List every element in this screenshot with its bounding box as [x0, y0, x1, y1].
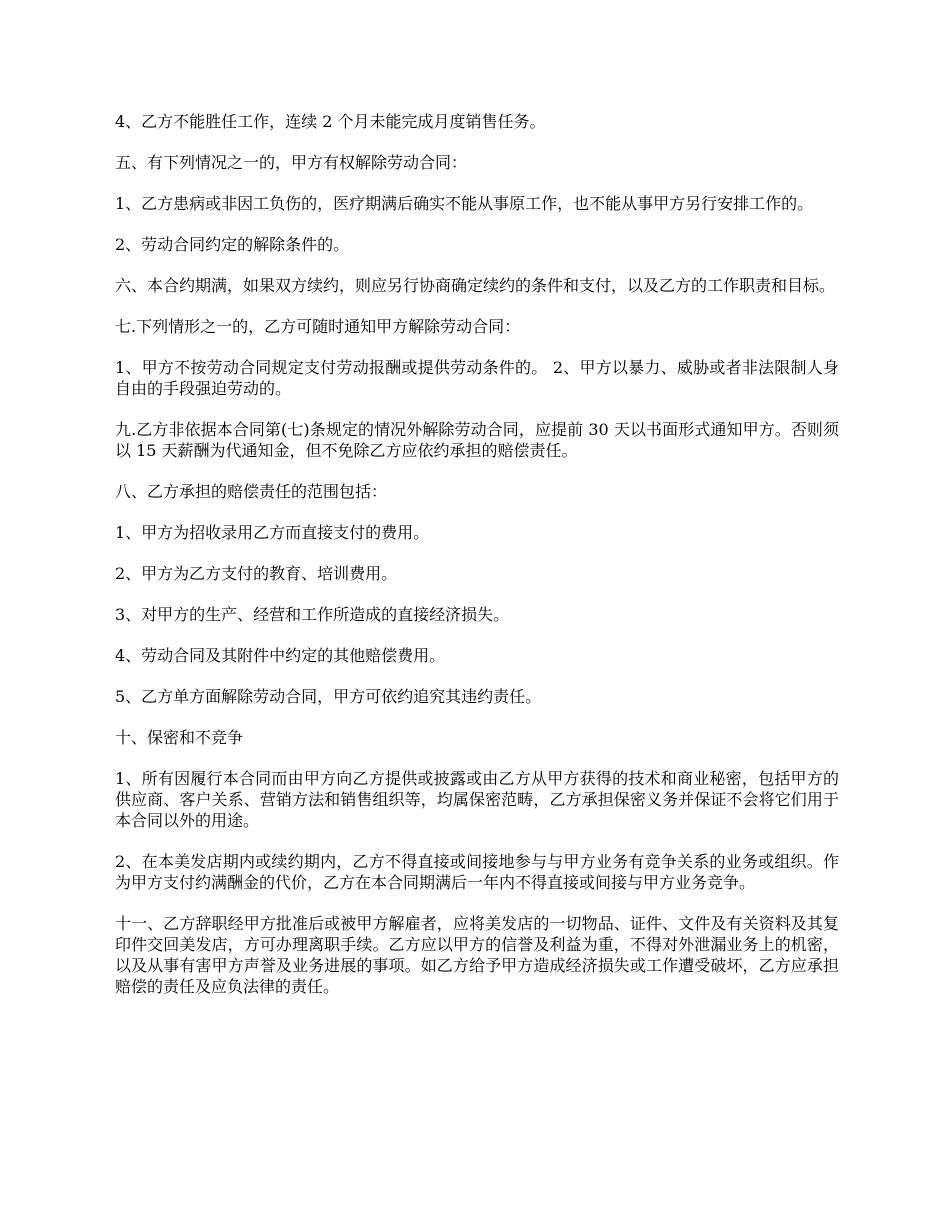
clause-4-incompetence: 4、乙方不能胜任工作，连续 2 个月未能完成月度销售任务。	[115, 112, 546, 131]
clause-10-1-confidentiality: 1、所有因履行本合同而由甲方向乙方提供或披露或由乙方从甲方获得的技术和商业秘密，包括甲方的供应商、客户关系、营销方法和销售组织等，均属保密范畴，乙方承担保密义务并保证不会将它们用于本合同以外的用途。	[115, 769, 839, 830]
clause-10-2-non-compete: 2、在本美发店期内或续约期内，乙方不得直接或间接地参与与甲方业务有竞争关系的业务或组织。作为甲方支付约满酬金的代价，乙方在本合同期满后一年内不得直接或间接与甲方业务竞争。	[115, 852, 839, 892]
section-9-notice: 九.乙方非依据本合同第(七)条规定的情况外解除劳动合同，应提前 30 天以书面形式通知甲方。否则须以 15 天薪酬为代通知金，但不免除乙方应依约承担的赔偿责任。	[115, 420, 839, 460]
section-7-heading: 七.下列情形之一的，乙方可随时通知甲方解除劳动合同：	[115, 317, 521, 336]
clause-8-3: 3、对甲方的生产、经营和工作所造成的直接经济损失。	[115, 605, 510, 624]
clause-5-2-conditions: 2、劳动合同约定的解除条件的。	[115, 235, 350, 254]
clause-7-1-2-employer-faults: 1、甲方不按劳动合同规定支付劳动报酬或提供劳动条件的。 2、甲方以暴力、威胁或者非法限制人身自由的手段强迫劳动的。	[115, 358, 839, 398]
section-11-resignation: 十一、乙方辞职经甲方批准后或被甲方解雇者，应将美发店的一切物品、证件、文件及有关资料及其复印件交回美发店，方可办理离职手续。乙方应以甲方的信誉及利益为重，不得对外泄漏业务上的机密，以及从事有害甲方声誉及业务进展的事项。如乙方给予甲方造成经济损失或工作遭受破坏，乙方应承担赔偿的责任及应负法律的责任。	[115, 914, 839, 996]
clause-8-4: 4、劳动合同及其附件中约定的其他赔偿费用。	[115, 646, 446, 665]
clause-8-1: 1、甲方为招收录用乙方而直接支付的费用。	[115, 523, 430, 542]
clause-8-2: 2、甲方为乙方支付的教育、培训费用。	[115, 564, 398, 583]
section-6-renewal: 六、本合约期满，如果双方续约，则应另行协商确定续约的条件和支付，以及乙方的工作职责和目标。	[115, 276, 836, 295]
clause-5-1-illness: 1、乙方患病或非因工负伤的，医疗期满后确实不能从事原工作，也不能从事甲方另行安排工作的。	[115, 194, 814, 213]
section-10-heading: 十、保密和不竞争	[115, 728, 244, 747]
clause-8-5: 5、乙方单方面解除劳动合同，甲方可依约追究其违约责任。	[115, 687, 542, 706]
section-8-heading: 八、乙方承担的赔偿责任的范围包括：	[115, 482, 388, 501]
section-5-heading: 五、有下列情况之一的，甲方有权解除劳动合同：	[115, 153, 468, 172]
document-page	[115, 111, 839, 1017]
